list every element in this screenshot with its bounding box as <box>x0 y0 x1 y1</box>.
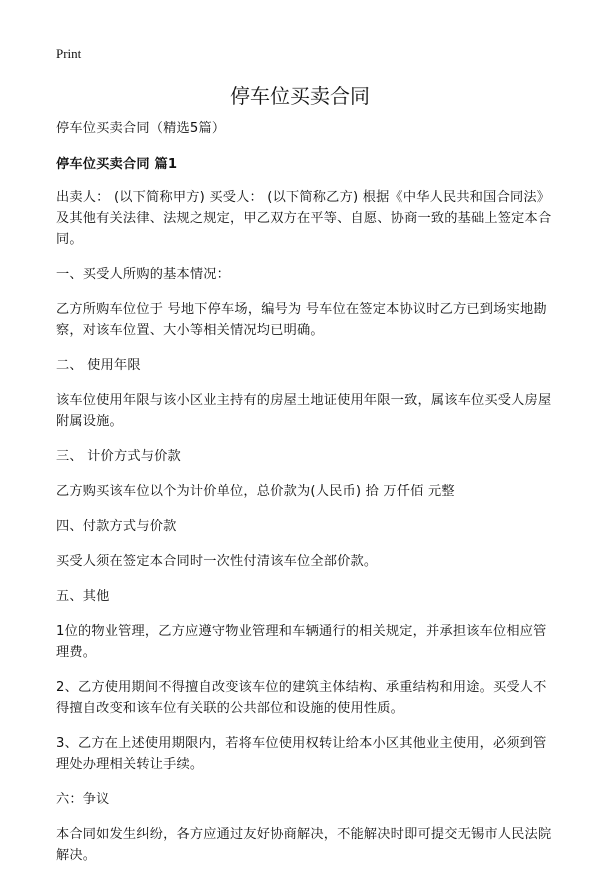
document-subtitle: 停车位买卖合同（精选5篇） <box>56 121 226 136</box>
paragraph-other-3: 3、乙方在上述使用期限内，若将车位使用权转让给本小区其他业主使用，必须到管理处办理相关转让手续。 <box>56 736 547 772</box>
document-title: 停车位买卖合同 <box>230 84 370 108</box>
paragraph-term-of-use: 该车位使用年限与该小区业主持有的房屋土地证使用年限一致，属该车位买受人房屋附属设施。 <box>56 393 552 429</box>
document-body <box>56 118 552 880</box>
heading-term-of-use: 二、 使用年限 <box>56 358 141 373</box>
paragraph-parties: 出卖人： (以下简称甲方) 买受人： (以下简称乙方) 根据《中华人民共和国合同法》及其他有关法律、法规之规定，甲乙双方在平等、自愿、协商一致的基础上签定本合同。 <box>56 190 552 247</box>
print-link[interactable]: Print <box>56 46 82 61</box>
heading-basic-info: 一、买受人所购的基本情况： <box>56 267 231 282</box>
paragraph-other-2: 2、乙方使用期间不得擅自改变该车位的建筑主体结构、承重结构和用途。买受人不得擅自改变和该车位有关联的公共部位和设施的使用性质。 <box>56 680 547 716</box>
paragraph-basic-info: 乙方所购车位位于 号地下停车场，编号为 号车位在签定本协议时乙方已到场实地勘察，对该车位置、大小等相关情况均已明确。 <box>56 302 547 338</box>
heading-pricing: 三、 计价方式与价款 <box>56 449 181 464</box>
heading-payment: 四、付款方式与价款 <box>56 519 177 534</box>
paragraph-other-1: 1位的物业管理，乙方应遵守物业管理和车辆通行的相关规定，并承担该车位相应管理费。 <box>56 624 547 660</box>
paragraph-dispute: 本合同如发生纠纷，各方应通过友好协商解决，不能解决时即可提交无锡市人民法院解决。 <box>56 827 552 863</box>
section-title: 停车位买卖合同 篇1 <box>56 157 178 172</box>
paragraph-pricing: 乙方购买该车位以个为计价单位，总价款为(人民币) 拾 万仟佰 元整 <box>56 484 455 499</box>
heading-other: 五、其他 <box>56 589 110 604</box>
paragraph-payment: 买受人须在签定本合同时一次性付清该车位全部价款。 <box>56 554 378 569</box>
heading-dispute: 六：争议 <box>56 792 110 807</box>
